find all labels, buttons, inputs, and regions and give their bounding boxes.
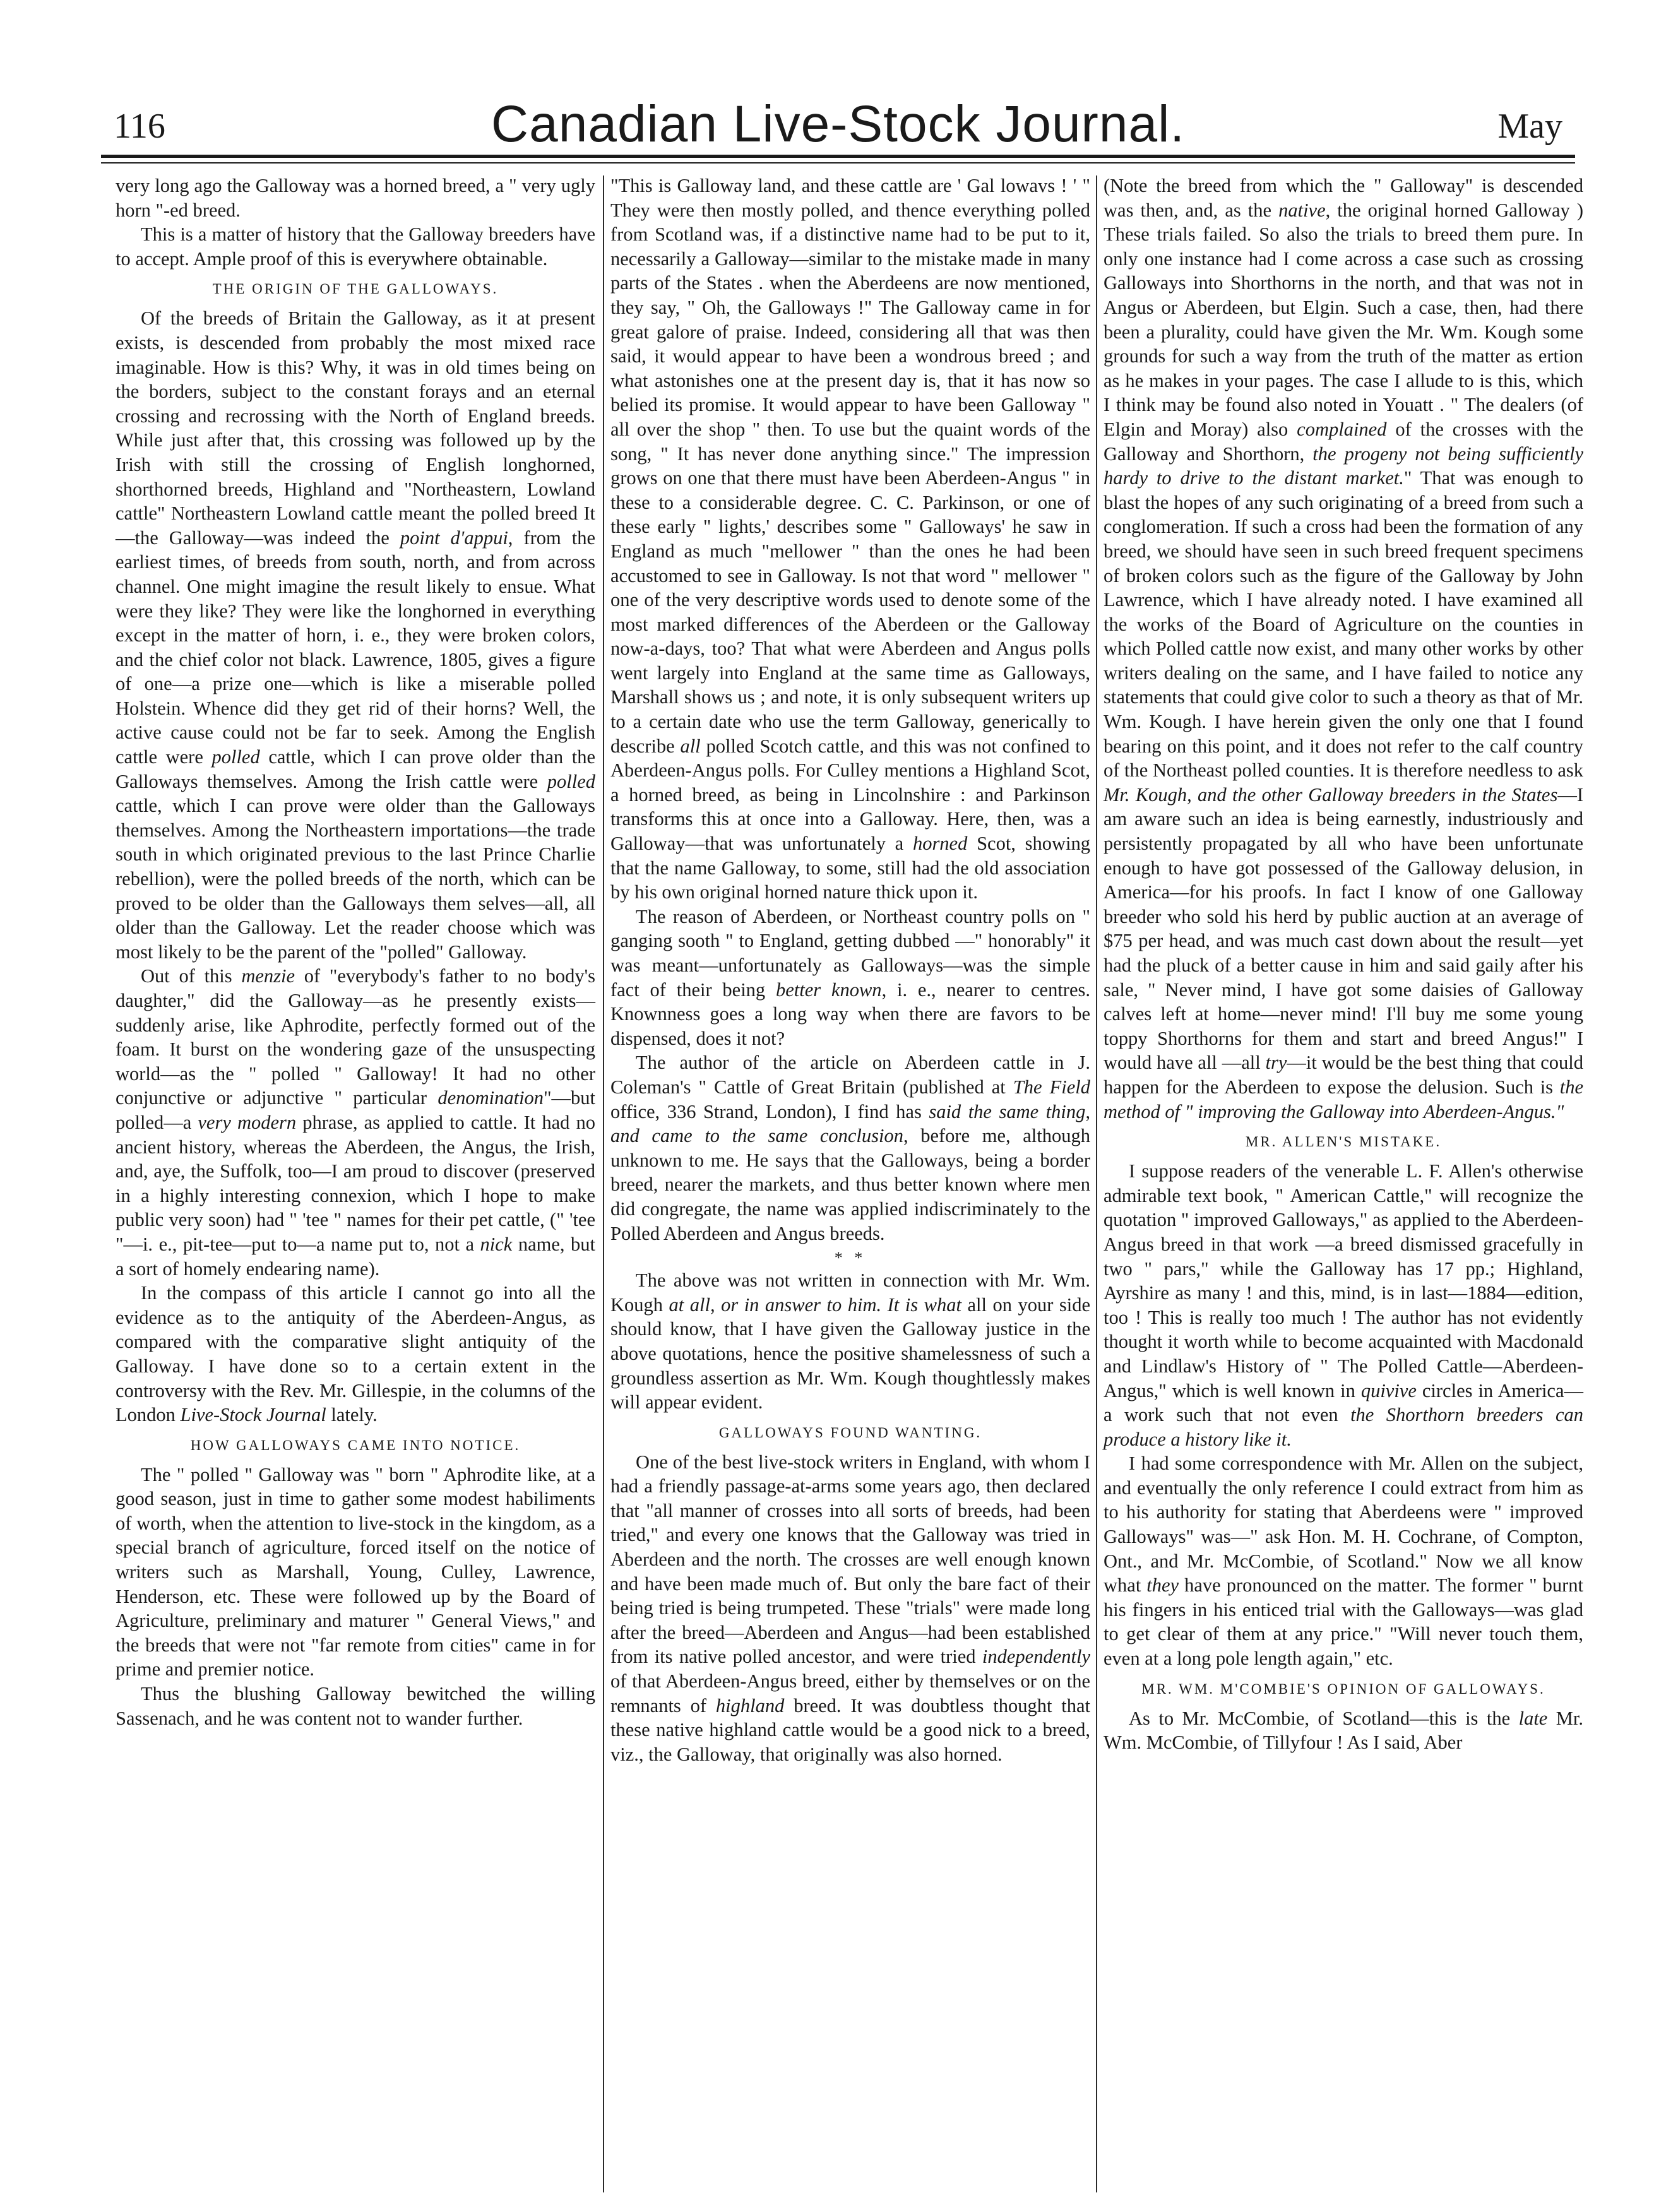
text-column-2 [610, 174, 1090, 1766]
column-divider [603, 175, 604, 2192]
journal-title: Canadian Live-Stock Journal. [491, 95, 1186, 153]
paragraph: This is a matter of history that the Galloway breeders have to accept. Ample proof of this is everywhere obtainable. [116, 223, 595, 270]
paragraph: Of the breeds of Britain the Galloway, as it at present exists, is descended from probably the most mixed race imaginable. How is this? Why, it was in old times being on the borders, subject to the constant forays and an eternal crossing and recrossing with the North of England breeds. While just after that, this crossing was followed up by the Irish with still the crossing of English longhorned, shorthorned breeds, Highland and "Northeastern, Lowland cattle" Northeastern Lowland cattle meant the polled breed It—the Galloway—was indeed the point d'appui, from the earliest times, of breeds from south, north, and from across channel. One might imagine the result likely to ensue. What were they like? They were like the longhorned in everything except in the matter of horn, i. e., they were broken colors, and the chief color not black. Lawrence, 1805, gives a figure of one—a prize one—which is like a miserable polled Holstein. Whence did they get rid of their horns? Well, the active cause could not be far to seek. Among the English cattle were polled cattle, which I can prove older than the Galloways themselves. Among the Irish cattle were polled cattle, which I can prove were older than the Galloways themselves. Among the Northeastern importations—the trade south in which originated previous to the last Prince Charlie rebellion), were the polled breeds of the north, which can be proved to be older than the Galloways them selves—all, all older than the Galloway. Let the reader choose which was most likely to be the parent of the "polled" Galloway. [116, 307, 596, 963]
paragraph: As to Mr. McCombie, of Scotland—this is the late Mr. Wm. McCombie, of Tillyfour ! As I said, Aber [1104, 1707, 1584, 1754]
header-rule-thin [101, 162, 1575, 164]
paragraph: (Note the breed from which the " Galloway" is descended was then, and, as the native, the original horned Galloway ) These trials failed. So also the trials to breed them pure. In only one instance had I come across a case such as crossing Galloways into Shorthorns in the north, and that was not in Angus or Aberdeen, but Elgin. Such a case, then, had there been a plurality, could have given the Mr. Wm. Kough some grounds for such a way from the truth of the matter as ertion as he makes in your pages. The case I allude to is this, which I think may be found also noted in Youatt . " The dealers (of Elgin and Moray) also complained of the crosses with the Galloway and Shorthorn, the progeny not being sufficiently hardy to drive to the distant market." That was enough to blast the hopes of any such originating of a breed from such a conglomeration. If such a cross had been the formation of any breed, we should have seen in such breed frequent specimens of broken colors such as the figure of the Galloway by John Lawrence, which I have already noted. I have examined all the works of the Board of Agriculture on the counties in which Polled cattle now exist, and many other works by other writers dealing on the same, and I have failed to notice any statements that could give color to such a theory as that of Mr. Wm. Kough. I have herein given the only one that I found bearing on this point, and it does not refer to the calf country of the Northeast polled counties. It is therefore needless to ask Mr. Kough, and the other Galloway breeders in the States—I am aware such an idea is being earnestly, industriously and persistently propagated by all who have been unfortunate enough to have got possessed of the Galloway delusion, in America—for his proofs. In fact I know of one Galloway breeder who sold his herd by public auction at an average of $75 per head, and was much cast down about the result—yet had the pluck of a better cause in him and said gaily after his sale, " Never mind, I have got some daisies of Galloway calves left at home—never mind! I'll buy me some young toppy Shorthorns for them and start and breed Angus!" I would have all —all try—it would be the best thing that could happen for the Aberdeen to expose the delusion. Such is the method of " improving the Galloway into Aberdeen-Angus." [1104, 175, 1584, 1122]
section-heading: HOW GALLOWAYS CAME INTO NOTICE. [190, 1437, 521, 1453]
text-column-3 [1104, 174, 1583, 1755]
paragraph: The above was not written in connection with Mr. Wm. Kough at all, or in answer to him. It is what all on your side should know, that I have given the Galloway justice in the above quotations, hence the positive shamelessness of such a groundless assertion as Mr. Wm. Kough thoughtlessly makes will appear evident. [610, 1270, 1090, 1413]
paragraph: The reason of Aberdeen, or Northeast country polls on " ganging sooth " to England, getting dubbed —" honorably" it was meant—unfortunately as Galloways—was the simple fact of their being better known, i. e., nearer to centres. Knownness goes a long way when there are favors to be dispensed, does it not? [610, 905, 1090, 1049]
section-heading: MR. WM. M'COMBIE'S OPINION OF GALLOWAYS. [1141, 1680, 1545, 1697]
section-separator: * * [834, 1249, 867, 1268]
paragraph: One of the best live-stock writers in England, with whom I had a friendly passage-at-arms some years ago, then declared that "all manner of crosses into all sorts of breeds, had been tried," and every one knows that the Galloway was tried in Aberdeen and the north. The crosses are well enough known and have been made much of. But only the bare fact of their being tried is being trumpeted. These "trials" were made long after the breed—Aberdeen and Angus—had been established from its native polled ancestor, and were tried independently of that Aberdeen-Angus breed, either by themselves or on the remnants of highland breed. It was doubtless thought that these native highland cattle would be a good nick to a breed, viz., the Galloway, that originally was also horned. [610, 1451, 1090, 1765]
paragraph: In the compass of this article I cannot go into all the evidence as to the antiquity of the Aberdeen-Angus, as compared with the comparative slight antiquity of the Galloway. I have done so to a certain extent in the controversy with the Rev. Mr. Gillespie, in the columns of the London Live-Stock Journal lately. [116, 1282, 595, 1426]
section-heading: MR. ALLEN'S MISTAKE. [1245, 1134, 1442, 1150]
issue-month: May [1497, 107, 1562, 146]
paragraph: The " polled " Galloway was " born " Aphrodite like, at a good season, just in time to gather some modest habiliments of worth, when the attention to live-stock in the kingdom, as a special branch of agriculture, forced itself on the notice of writers such as Marshall, Young, Culley, Lawrence, Henderson, etc. These were followed up by the Board of Agriculture, preliminary and maturer " General Views," and the breeds that were not "far remote from cities" came in for prime and premier notice. [116, 1463, 595, 1680]
paragraph: Thus the blushing Galloway bewitched the willing Sassenach, and he was content not to wander further. [116, 1683, 595, 1729]
page-header [101, 95, 1575, 164]
paragraph: very long ago the Galloway was a horned breed, a " very ugly horn "-ed breed. [116, 175, 595, 221]
text-column-1 [116, 174, 595, 1730]
section-heading: THE ORIGIN OF THE GALLOWAYS. [212, 281, 499, 297]
header-rule-thick [101, 155, 1575, 158]
paragraph: I had some correspondence with Mr. Allen on the subject, and eventually the only reference I could extract from him as to his authority for stating that Aberdeens were " improved Galloways" was—" ask Hon. M. H. Cochrane, of Compton, Ont., and Mr. McCombie, of Scotland." Now we all know what they have pronounced on the matter. The former " burnt his fingers in his enticed trial with the Galloways—was glad to get clear of them at any price." "Will never touch them, even at a long pole length again," etc. [1104, 1453, 1583, 1670]
paragraph: I suppose readers of the venerable L. F. Allen's otherwise admirable text book, " American Cattle," will recognize the quotation " improved Galloways," as applied to the Aberdeen-Angus breed in that work —a breed dismissed gracefully in two " pars," while the Galloway has 17 pp.; Highland, Ayrshire as many ! and this, mind, is in last—1884—edition, too ! This is really too much ! The author has not evidently thought it worth while to become acquainted with Macdonald and Lindlaw's History of " The Polled Cattle—Aberdeen-Angus," which is well known in quivive circles in America—a work such that not even the Shorthorn breeders can produce a history like it. [1104, 1160, 1583, 1450]
column-divider [1096, 175, 1097, 2192]
paragraph: Out of this menzie of "everybody's father to no body's daughter," did the Galloway—as he presently exists—suddenly arise, like Aphrodite, perfectly formed out of the foam. It burst on the wondering gaze of the unsuspecting world—as the " polled " Galloway! It had no other conjunctive or adjunctive " particular denomination"—but polled—a very modern phrase, as applied to cattle. It had no ancient history, whereas the Aberdeen, the Angus, the Irish, and, aye, the Suffolk, too—I am proud to discover (preserved in a highly interesting connexion, which I hope to make public very soon) had " 'tee " names for their pet cattle, (" 'tee "—i. e., pit-tee—put to—a name put to, not a nick name, but a sort of homely endearing name). [116, 965, 595, 1280]
paragraph: "This is Galloway land, and these cattle are ' Gal lowavs ! ' " They were then mostly polled, and thence everything polled from Scotland was, if a distinctive name had to be put to it, necessarily a Galloway—similar to the mistake made in many parts of the States . when the Aberdeens are now mentioned, they say, " Oh, the Galloways !" The Galloway came in for great galore of praise. Indeed, considering all that was then said, it would appear to have been a wondrous breed ; and what astonishes one at the present day is, that it has now so belied its promise. It would appear to have been Galloway " all over the shop " then. To use but the quaint words of the song, " It has never done anything since." The impression grows on one that there must have been Aberdeen-Angus " in these to a considerable degree. C. C. Parkinson, or one of these early " lights,' describes some " Galloways' he saw in England as much "mellower " than the ones he had been accustomed to see in Galloway. Is not that word " mellower " one of the very descriptive words used to denote some of the most marked differences of the Aberdeen or the Galloway now-a-days, too? That what were Aberdeen and Angus polls went largely into England at the same time as Galloways, Marshall shows us ; and note, it is only subsequent writers up to a certain date who use the term Galloway, generically to describe all polled Scotch cattle, and this was not confined to Aberdeen-Angus polls. For Culley mentions a Highland Scot, a horned breed, as being in Lincolnshire : and Parkinson transforms this at once into a Galloway. Here, then, was a Galloway—that was unfortunately a horned Scot, showing that the name Galloway, to some, still had the old association by his own original horned nature thick upon it. [610, 175, 1090, 903]
paragraph: The author of the article on Aberdeen cattle in J. Coleman's " Cattle of Great Britain (published at The Field office, 336 Strand, London), I find has said the same thing, and came to the same conclusion, before me, although unknown to me. He says that the Galloways, being a border breed, nearer the markets, and thus better known where men did congregate, the name was applied indiscriminately to the Polled Aberdeen and Angus breeds. [610, 1052, 1090, 1244]
page-number: 116 [114, 107, 165, 146]
section-heading: GALLOWAYS FOUND WANTING. [718, 1424, 982, 1441]
